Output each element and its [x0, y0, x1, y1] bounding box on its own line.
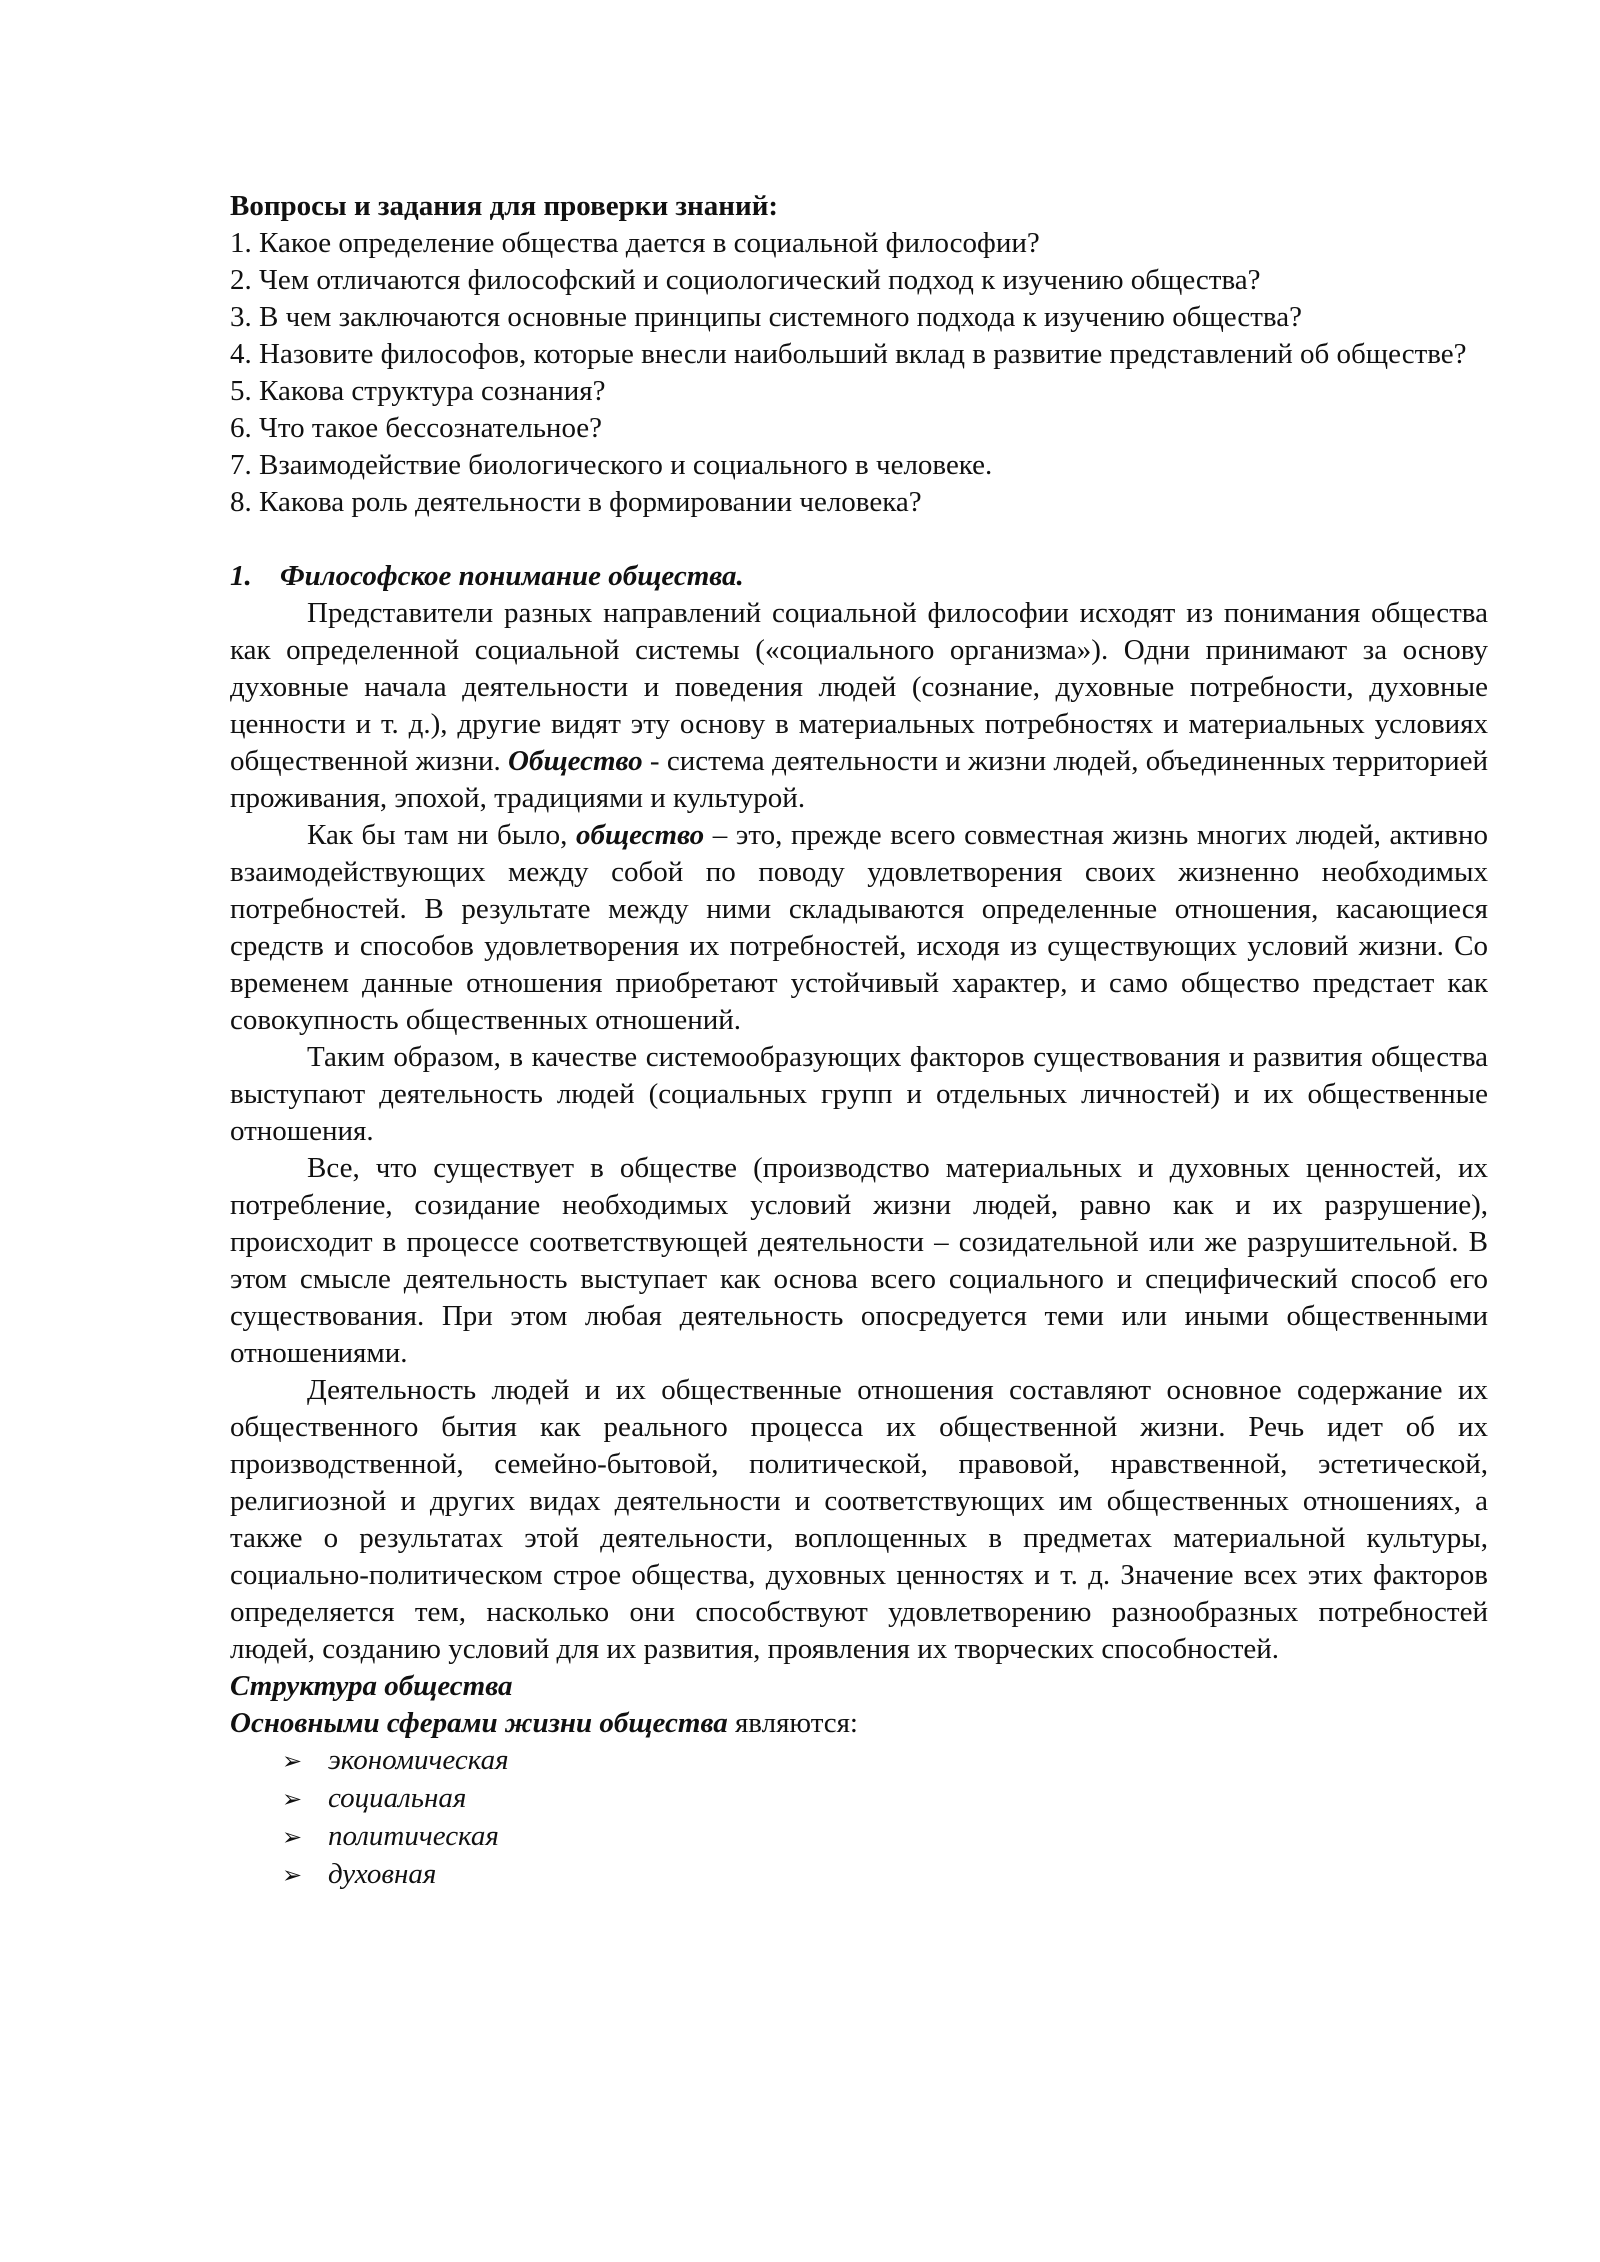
- arrowhead-bullet-icon: ➢: [282, 1785, 303, 1813]
- question-item: 3. В чем заключаются основные принципы системного подхода к изучению общества?: [230, 301, 1302, 333]
- paragraph-3: Таким образом, в качестве системообразующих факторов существования и развития общества выступают деятельность людей (социальных групп и отдельных личностей) и их общественные отношения.: [230, 1041, 1488, 1147]
- sphere-item: [282, 1856, 1488, 1894]
- paragraph-4: Все, что существует в обществе (производство материальных и духовных ценностей, их потребление, созидание необходимых условий жизни людей, равно как и их разрушение), происходит в процессе соответствующей деятельности – созидательной или же разрушительной. В этом смысле деятельность выступает как основа всего социального и специфический способ его существования. При этом любая деятельность опосредуется теми или иными общественными отношениями.: [230, 1152, 1488, 1369]
- questions-list: [230, 225, 1488, 521]
- question-item: 7. Взаимодействие биологического и социального в человеке.: [230, 449, 993, 481]
- section-title: Философское понимание общества.: [280, 560, 744, 592]
- question-item: 8. Какова роль деятельности в формировании человека?: [230, 486, 922, 518]
- spheres-list: [230, 1742, 1488, 1894]
- sphere-label: социальная: [328, 1782, 467, 1814]
- question-item: 2. Чем отличаются философский и социологический подход к изучению общества?: [230, 264, 1261, 296]
- structure-title: Структура общества: [230, 1670, 513, 1702]
- paragraph-2: [230, 817, 1488, 1039]
- term-society-lower: общество: [576, 819, 705, 851]
- sphere-label: духовная: [328, 1858, 437, 1890]
- sphere-label: экономическая: [328, 1744, 509, 1776]
- sphere-item: [282, 1818, 1488, 1856]
- sphere-item: [282, 1780, 1488, 1818]
- document-page: [230, 188, 1488, 1894]
- paragraph-text: - система деятельности и жизни людей, объединенных территорией проживания, эпохой, традициями и культурой.: [230, 745, 1488, 814]
- arrowhead-bullet-icon: ➢: [282, 1747, 303, 1775]
- arrowhead-bullet-icon: ➢: [282, 1861, 303, 1889]
- section-number: 1.: [230, 560, 252, 592]
- section-heading: [230, 558, 1488, 595]
- questions-title: Вопросы и задания для проверки знаний:: [230, 190, 779, 222]
- term-society: Общество: [508, 745, 643, 777]
- paragraph-1: [230, 595, 1488, 817]
- paragraph-text: Как бы там ни было,: [307, 819, 577, 851]
- sphere-item: [282, 1742, 1488, 1780]
- question-item: 1. Какое определение общества дается в социальной философии?: [230, 227, 1040, 259]
- sphere-label: политическая: [328, 1820, 499, 1852]
- question-item: 6. Что такое бессознательное?: [230, 412, 603, 444]
- question-item: 5. Какова структура сознания?: [230, 375, 606, 407]
- paragraph-5: Деятельность людей и их общественные отношения составляют основное содержание их общественного бытия как реального процесса их общественной жизни. Речь идет об их производственной, семейно-бытовой, политической, правовой, нравственной, эстетической, религиозной и других видах деятельности и соответствующих им общественных отношениях, а также о результатах этой деятельности, воплощенных в предметах материальной культуры, социально-политическом строе общества, духовных ценностях и т. д. Значение всех этих факторов определяется тем, насколько они способствуют удовлетворению разнообразных потребностей людей, созданию условий для их развития, проявления их творческих способностей.: [230, 1374, 1488, 1665]
- arrowhead-bullet-icon: ➢: [282, 1823, 303, 1851]
- paragraph-text: – это, прежде всего совместная жизнь многих людей, активно взаимодействующих между собой по поводу удовлетворения своих жизненно необходимых потребностей. В результате между ними складываются определенные отношения, касающиеся средств и способов удовлетворения их потребностей, исходя из существующих условий жизни. Со временем данные отношения приобретают устойчивый характер, и само общество предстает как совокупность общественных отношений.: [230, 819, 1488, 1036]
- spheres-intro-term: Основными сферами жизни общества: [230, 1707, 728, 1739]
- paragraph-text: Представители разных направлений социальной философии исходят из понимания общества как определенной социальной системы («социального организма»). Одни принимают за основу духовные начала деятельности и поведения людей (сознание, духовные потребности, духовные ценности и т. д.), другие видят эту основу в материальных потребностях и материальных условиях общественной жизни.: [230, 597, 1488, 777]
- question-item: 4. Назовите философов, которые внесли наибольший вклад в развитие представлений об обществе?: [230, 338, 1467, 370]
- spheres-intro: [230, 1705, 1488, 1742]
- spheres-intro-rest: являются:: [727, 1707, 858, 1739]
